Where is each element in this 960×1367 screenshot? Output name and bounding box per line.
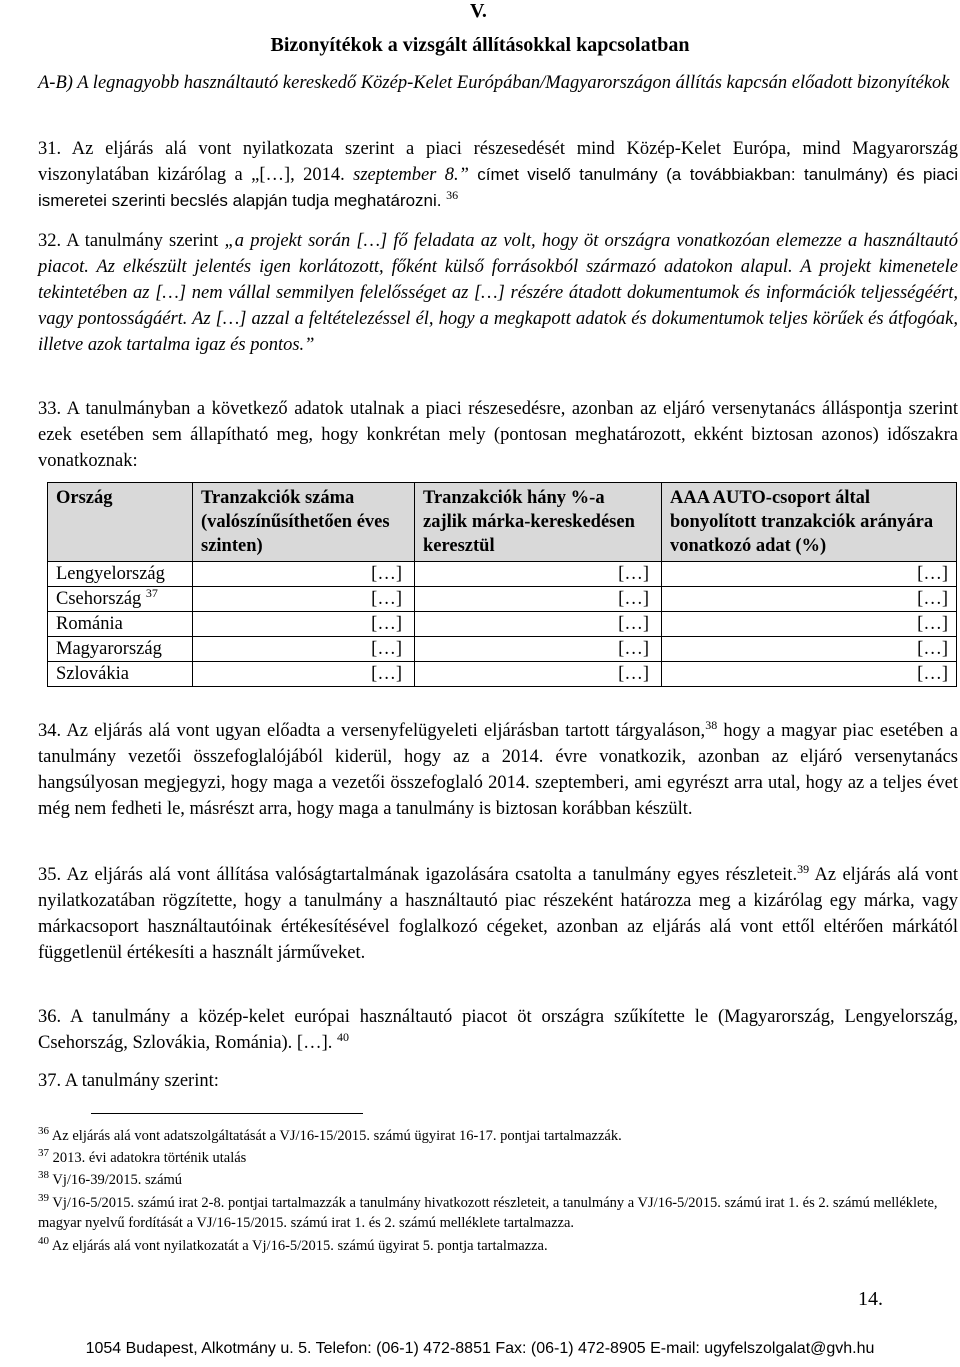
footnote-36: [38, 1126, 958, 1146]
table-cell: […]: [415, 662, 662, 687]
footnote-37: [38, 1148, 958, 1168]
p34-text-b: hogy a magyar piac esetében a tanulmány vezetői összefoglalójából kiderül, hogy az a 2014. évre vonatkozik, azonban az eljáró versenytanács hangsúlyosan megjegyzi, hogy maga a vezetői összefoglaló 2014. szeptemberi, ami egyrészt arra utal, hogy az a teljes évet még nem fedheti le, másrészt arra, hogy maga a tanulmány is biztosan korábban készült.: [38, 721, 958, 819]
table-row: [48, 662, 957, 687]
table-cell: […]: [662, 562, 957, 587]
footnote-text: 2013. évi adatokra történik utalás: [52, 1150, 247, 1166]
table-cell: […]: [415, 562, 662, 587]
footnote-text: Vj/16-5/2015. számú irat 2-8. pontjai tartalmazzák a tanulmány hivatkozott részleteit, a tanulmány a VJ/16-5/2015. számú irat 1. és 2. számú melléklete, magyar nyelvű fordítását a VJ/16-15/2015. számú irat 1. és 2. számú melléklete tartalmazza.: [38, 1195, 938, 1231]
footnote-number: 38: [38, 1169, 49, 1182]
country-cell: [48, 662, 193, 687]
footnote-ref-36[interactable]: 36: [446, 187, 459, 202]
table-row: [48, 587, 957, 612]
table-row: [48, 612, 957, 637]
table-cell: […]: [415, 587, 662, 612]
footnote-39: [38, 1193, 958, 1233]
footnote-number: 40: [38, 1235, 49, 1248]
footnote-text: Vj/16-39/2015. számú: [52, 1172, 183, 1188]
p31-text-c: címet viselő tanulmány (a továbbiakban: tanulmány) és piaci ismeretei szerinti becslés alapján tudja meghatározni.: [38, 165, 958, 210]
footnote-number: 36: [38, 1125, 49, 1138]
footnote-separator: [91, 1113, 363, 1114]
header-aaa-share: AAA AUTO-csoport által bonyolított tranzakciók arányára vonatkozó adat (%): [662, 483, 957, 562]
p32-quote: „a projekt során […] fő feladata az volt, hogy öt országra vonatkozóan elemezze a használtautó piacot. Az elkészült jelentés igen korlátozott, főként külső forrásokból származó adatokon alapul. A projekt kimenetele tekintetében az […] nem vállal semmilyen felelősséget az […] részére átadott dokumentumok és információk teljességéért, vagy pontosságáért. Az […] azzal a feltételezéssel él, hogy a megkapott adatok és dokumentumok teljes körűek és átfogóak, illetve azok tartalma igaz és pontos.”: [38, 231, 959, 355]
section-number: V.: [470, 0, 487, 22]
table-row: [48, 637, 957, 662]
paragraph-37: 37. A tanulmány szerint:: [38, 1071, 219, 1091]
paragraph-31: [38, 136, 958, 214]
footer-contact: 1054 Budapest, Alkotmány u. 5. Telefon: (06-1) 472-8851 Fax: (06-1) 472-8905 E-mail: ugyfelszolgalat@gvh.hu: [85, 1340, 875, 1357]
header-brand-share: Tranzakciók hány %-a zajlik márka-kereskedésen keresztül: [415, 483, 662, 562]
table-cell: […]: [415, 612, 662, 637]
paragraph-34: [38, 718, 958, 822]
paragraph-33: 33. A tanulmányban a következő adatok utalnak a piaci részesedésre, azonban az eljáró versenytanács álláspontja szerint ezek esetében sem állapítható meg, hogy konkrétan mely (pontosan meghatározott, ekként biztosan azonos) időszakra vonatkoznak:: [38, 399, 958, 471]
subheading: A-B) A legnagyobb használtautó kereskedő Közép-Kelet Európában/Magyarországon állítás kapcsán előadott bizonyítékok: [38, 73, 950, 93]
country-cell: [48, 562, 193, 587]
p31-text-b: szeptember 8.”: [353, 165, 469, 185]
market-share-table: [47, 482, 957, 687]
footnote-ref-39[interactable]: 39: [797, 861, 810, 876]
footnote-40: [38, 1236, 958, 1256]
footnote-ref-38[interactable]: 38: [705, 717, 718, 732]
footnote-ref-37[interactable]: 37: [145, 585, 158, 600]
country-name: Csehország: [56, 589, 142, 609]
table-cell: […]: [662, 662, 957, 687]
footnote-38: [38, 1170, 958, 1190]
country-name: Szlovákia: [56, 664, 129, 684]
country-cell: [48, 637, 193, 662]
country-cell: [48, 587, 193, 612]
paragraph-32: [38, 228, 958, 358]
country-name: Magyarország: [56, 639, 162, 659]
header-country: Ország: [48, 483, 193, 562]
country-cell: [48, 612, 193, 637]
table-cell: […]: [193, 587, 415, 612]
table-cell: […]: [193, 612, 415, 637]
footnote-ref-40[interactable]: 40: [337, 1029, 350, 1044]
table-cell: […]: [662, 612, 957, 637]
footnote-text: Az eljárás alá vont nyilatkozatát a Vj/16-5/2015. számú ügyirat 5. pontja tartalmazza.: [51, 1238, 548, 1254]
footnote-number: 39: [38, 1192, 49, 1205]
table-cell: […]: [193, 662, 415, 687]
country-name: Románia: [56, 614, 123, 634]
footnote-number: 37: [38, 1147, 49, 1160]
table-cell: […]: [415, 637, 662, 662]
p31-text-a: 31. Az eljárás alá vont nyilatkozata szerint a piaci részesedését mind Közép-Kelet Európa, mind Magyarország viszonylatában kizárólag a „[…], 2014.: [38, 139, 958, 185]
p35-text-b: Az eljárás alá vont nyilatkozatában rögzítette, hogy a tanulmány a használtautó piac részeként határozza meg a kizárólag egy márka, vagy márkacsoport használtautóinak értékesítésével foglalkozó cégeket, azonban az eljárás alá vont ettől eltérően márkától függetlenül értékesíti a használt járműveket.: [38, 865, 958, 963]
table-cell: […]: [193, 637, 415, 662]
p32-text-a: 32. A tanulmány szerint: [38, 231, 219, 251]
paragraph-36: [38, 1004, 958, 1056]
section-title: Bizonyítékok a vizsgált állításokkal kapcsolatban: [270, 34, 690, 56]
paragraph-35: [38, 862, 958, 966]
page-number: 14.: [858, 1288, 883, 1310]
footnote-text: Az eljárás alá vont adatszolgáltatását a VJ/16-15/2015. számú ügyirat 16-17. pontjai tartalmazzák.: [51, 1128, 622, 1144]
table-cell: […]: [662, 587, 957, 612]
table-row: [48, 562, 957, 587]
table-cell: […]: [193, 562, 415, 587]
p35-text-a: 35. Az eljárás alá vont állítása valóságtartalmának igazolására csatolta a tanulmány egyes részleteit.: [38, 865, 798, 885]
table-cell: […]: [662, 637, 957, 662]
table-header-row: [48, 483, 957, 562]
p34-text-a: 34. Az eljárás alá vont ugyan előadta a versenyfelügyeleti eljárásban tartott tárgyaláson,: [38, 721, 706, 741]
p36-text: 36. A tanulmány a közép-kelet európai használtautó piacot öt országra szűkítette le (Magyarország, Lengyelország, Csehország, Szlovákia, Románia). […].: [38, 1007, 958, 1053]
country-name: Lengyelország: [56, 564, 165, 584]
header-transactions: Tranzakciók száma (valószínűsíthetően éves szinten): [193, 483, 415, 562]
